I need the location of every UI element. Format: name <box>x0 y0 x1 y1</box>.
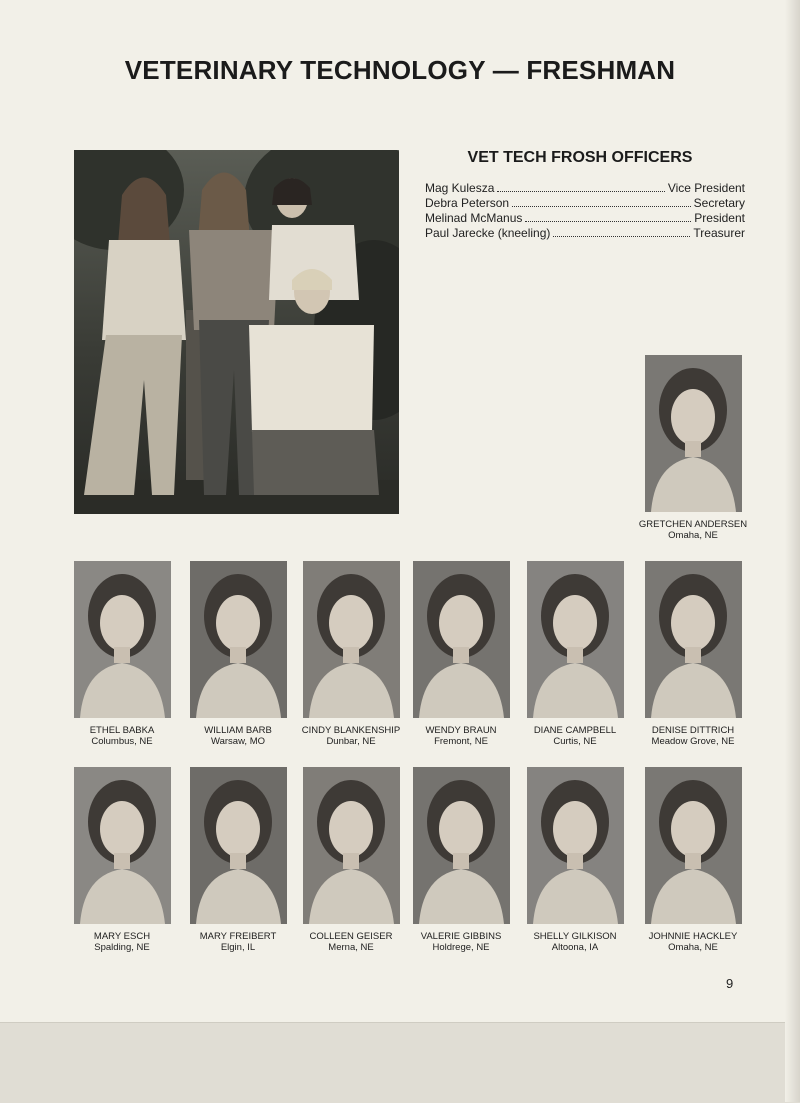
page-number: 9 <box>726 976 734 991</box>
officer-name: Mag Kulesza <box>425 181 495 195</box>
student-portrait <box>527 767 624 924</box>
student-portrait <box>74 561 171 718</box>
student-caption <box>396 931 526 953</box>
dot-leader <box>497 191 664 192</box>
student-name: CINDY BLANKENSHIP <box>301 725 401 736</box>
student-name: MARY ESCH <box>93 931 151 942</box>
dot-leader <box>512 206 691 207</box>
student-portrait <box>645 561 742 718</box>
student-name: WILLIAM BARB <box>204 725 272 736</box>
student-caption <box>57 725 187 747</box>
student-hometown: Spalding, NE <box>94 942 150 953</box>
officer-name: Paul Jarecke (kneeling) <box>425 226 551 240</box>
student-hometown: Omaha, NE <box>668 530 718 541</box>
student-portrait <box>527 561 624 718</box>
student-hometown: Columbus, NE <box>91 736 153 747</box>
student-hometown: Holdrege, NE <box>432 942 490 953</box>
student-portrait <box>190 767 287 924</box>
student-portrait <box>190 561 287 718</box>
student-name: ETHEL BABKA <box>89 725 155 736</box>
student-portrait <box>74 767 171 924</box>
officer-row <box>425 196 745 211</box>
student-caption <box>510 931 640 953</box>
student-hometown: Altoona, IA <box>551 942 599 953</box>
student-hometown: Omaha, NE <box>668 942 718 953</box>
student-caption <box>173 725 303 747</box>
officer-row <box>425 211 745 226</box>
student-portrait <box>413 767 510 924</box>
student-hometown: Curtis, NE <box>553 736 597 747</box>
page-edge-shadow <box>785 0 800 1102</box>
dot-leader <box>525 221 691 222</box>
officers-title: VET TECH FROSH OFFICERS <box>467 149 693 166</box>
student-name: DIANE CAMPBELL <box>533 725 617 736</box>
dot-leader <box>553 236 690 237</box>
student-name: SHELLY GILKISON <box>533 931 617 942</box>
officer-role: Vice President <box>667 181 745 195</box>
page-bottom-edge <box>0 1022 800 1103</box>
officer-row <box>425 226 745 241</box>
page-title: VETERINARY TECHNOLOGY — FRESHMAN <box>124 55 676 85</box>
student-name: DENISE DITTRICH <box>651 725 735 736</box>
student-caption <box>628 931 758 953</box>
student-name: COLLEEN GEISER <box>309 931 393 942</box>
student-hometown: Dunbar, NE <box>326 736 376 747</box>
officer-row <box>425 181 745 196</box>
student-hometown: Warsaw, MO <box>210 736 265 747</box>
officer-name: Debra Peterson <box>425 196 510 210</box>
group-photo-image <box>74 150 399 514</box>
student-caption <box>173 931 303 953</box>
student-name: JOHNNIE HACKLEY <box>648 931 738 942</box>
officer-role: President <box>694 211 745 225</box>
officer-role: Treasurer <box>693 226 745 240</box>
student-caption <box>510 725 640 747</box>
student-caption <box>396 725 526 747</box>
student-hometown: Elgin, IL <box>220 942 256 953</box>
student-hometown: Merna, NE <box>328 942 374 953</box>
student-portrait <box>303 767 400 924</box>
officers-block <box>415 147 745 241</box>
student-name: VALERIE GIBBINS <box>420 931 502 942</box>
officers-group-photo <box>74 150 399 514</box>
student-caption <box>57 931 187 953</box>
student-caption <box>628 519 758 541</box>
student-name: WENDY BRAUN <box>425 725 497 736</box>
student-portrait <box>645 355 742 512</box>
student-hometown: Meadow Grove, NE <box>651 736 735 747</box>
student-name: MARY FREIBERT <box>199 931 277 942</box>
officer-role: Secretary <box>693 196 745 210</box>
student-portrait <box>413 561 510 718</box>
student-caption <box>628 725 758 747</box>
officer-name: Melinad McManus <box>425 211 523 225</box>
student-hometown: Fremont, NE <box>434 736 488 747</box>
student-portrait <box>645 767 742 924</box>
student-name: GRETCHEN ANDERSEN <box>638 519 748 530</box>
student-portrait <box>303 561 400 718</box>
